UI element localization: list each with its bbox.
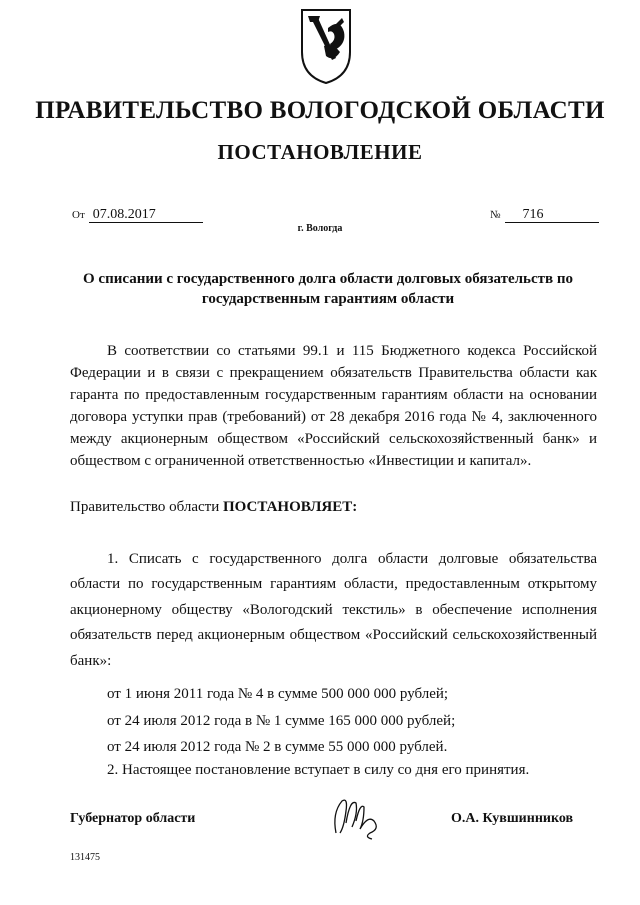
date-value: 07.08.2017 [89, 207, 203, 223]
city: г. Вологда [297, 223, 343, 234]
document-date [72, 205, 203, 223]
subitem: от 1 июня 2011 года № 4 в сумме 500 000 000 рублей; [107, 686, 449, 702]
signer-name: О.А. Кувшинников [451, 811, 574, 826]
document-type: ПОСТАНОВЛЕНИЕ [217, 140, 423, 164]
date-prefix: От [72, 209, 85, 221]
coat-of-arms-icon [298, 6, 354, 86]
document-code: 131475 [70, 852, 100, 863]
resolves-line [70, 496, 597, 518]
item-2: 2. Настоящее постановление вступает в силу со дня его принятия. [107, 762, 530, 778]
signature-icon [330, 793, 388, 843]
document-subject: О списании с государственного долга области долговых обязательств по государственным гарантиям области [83, 271, 573, 307]
preamble-paragraph: В соответствии со статьями 99.1 и 115 Бюджетного кодекса Российской Федерации и в связи с прекращением обязательств Правительства области как гаранта по предоставленным государственным гарантиям области на основании договора уступки прав (требований) от 28 декабря 2016 года № 4, заключенного между акционерным обществом «Российский сельскохозяйственный банк» и обществом с ограниченной ответственностью «Инвестиции и капитал». [70, 343, 597, 469]
subitem: от 24 июля 2012 года в № 1 сумме 165 000 000 рублей; [107, 713, 456, 729]
number-value: 716 [505, 207, 599, 223]
resolves-word: ПОСТАНОВЛЯЕТ: [222, 499, 358, 515]
document-number [490, 205, 599, 223]
number-prefix: № [490, 209, 501, 221]
resolves-prefix: Правительство области [70, 499, 220, 515]
item-1: 1. Списать с государственного долга области долговые обязательства области по государственным гарантиям области, предоставленным открытому акционерному обществу «Вологодский текстиль» в обеспечение исполнения обязательств перед акционерным обществом «Российский сельскохозяйственный банк»: [70, 551, 597, 669]
signer-title: Губернатор области [70, 811, 196, 826]
organization-title: ПРАВИТЕЛЬСТВО ВОЛОГОДСКОЙ ОБЛАСТИ [35, 97, 605, 124]
subitem: от 24 июля 2012 года № 2 в сумме 55 000 000 рублей. [107, 739, 448, 755]
